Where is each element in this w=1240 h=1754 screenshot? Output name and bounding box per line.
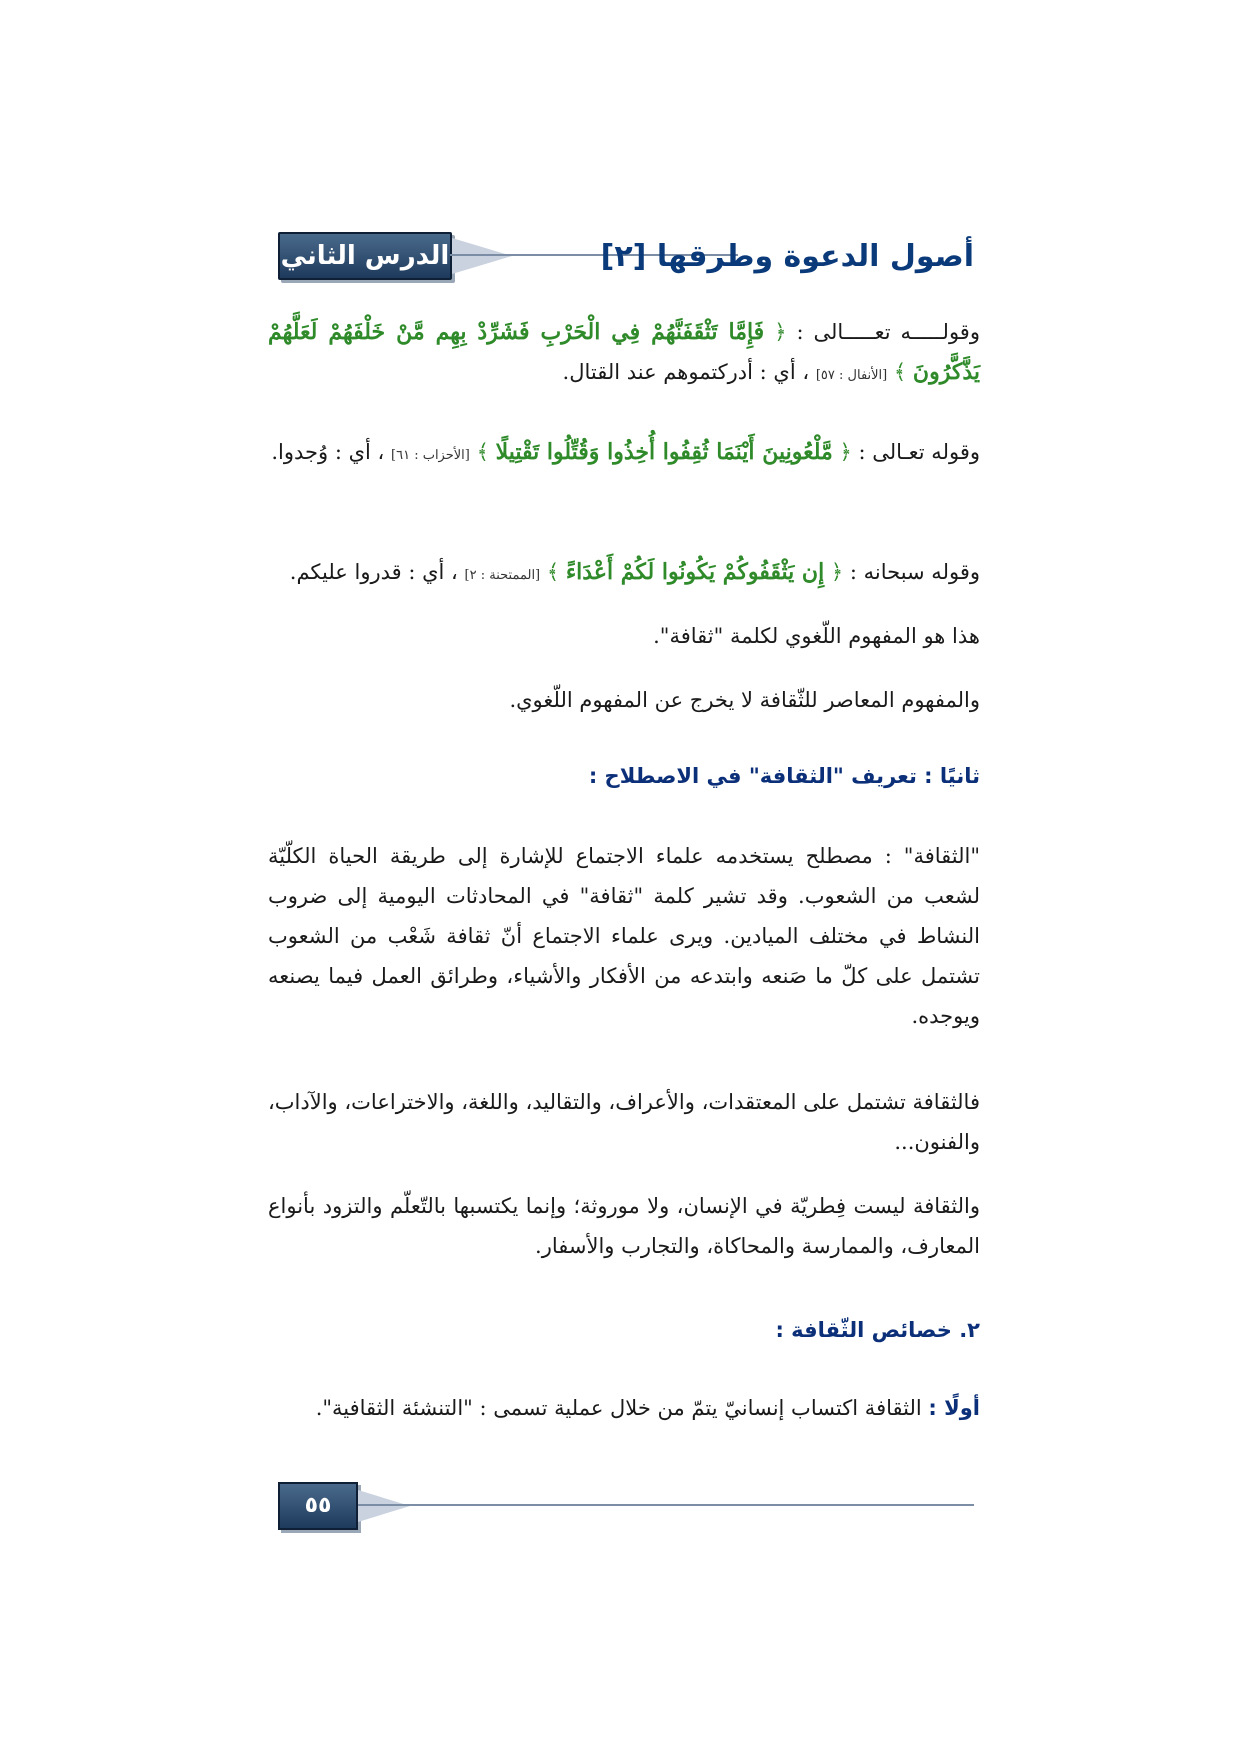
page-footer: [278, 1482, 974, 1532]
paragraph-lead: وقولـــــه تعـــــالى :: [796, 320, 980, 344]
item-text: الثقافة اكتساب إنسانيّ يتمّ من خلال عملية تسمى : "التنشئة الثقافية".: [315, 1396, 922, 1420]
ornate-bracket-open: ﴿: [839, 440, 852, 464]
footer-ornament: [358, 1490, 410, 1522]
paragraph-anfal: [268, 312, 980, 396]
quran-verse: فَإِمَّا تَثْقَفَنَّهُمْ فِي الْحَرْبِ فَشَرِّدْ بِهِم مَّنْ خَلْفَهُمْ لَعَلَّهُمْ يَذَّكَّرُونَ: [268, 319, 980, 385]
verse-reference: [الممتحنة : ٢]: [464, 568, 541, 583]
section-heading-definition: ثانيًا : تعريف "الثقافة" في الاصطلاح :: [588, 764, 980, 788]
paragraph-definition: "الثقافة" : مصطلح يستخدمه علماء الاجتماع للإشارة إلى طريقة الحياة الكلّيّة لشعب من الشعوب. وقد تشير كلمة "ثقافة" في المحادثات اليومية إلى ضروب النشاط في مختلف الميادين. ويرى علماء الاجتماع أنّ ثقافة شَعْب من الشعوب تشتمل على كلّ ما صَنعه وابتدعه من الأفكار والأشياء، وطرائق العمل فيما يصنعه ويوجده.: [268, 844, 980, 1028]
section-heading-characteristics: ٢. خصائص الثّقافة :: [775, 1318, 980, 1342]
paragraph-tail: ، أي : أدركتموهم عند القتال.: [562, 360, 810, 384]
lesson-badge: الدرس الثاني: [278, 232, 452, 280]
quran-verse: مَّلْعُونِينَ أَيْنَمَا ثُقِفُوا أُخِذُوا وَقُتِّلُوا تَقْتِيلًا: [495, 439, 833, 465]
ornate-bracket-close: ﴾: [893, 360, 907, 384]
page-number: ٥٥: [278, 1482, 358, 1530]
paragraph-tail: ، أي : قدروا عليكم.: [289, 560, 458, 584]
paragraph-mumtahana: [268, 552, 980, 596]
ornate-bracket-close: ﴾: [476, 440, 489, 464]
paragraph-acquisition: والثقافة ليست فِطريّة في الإنسان، ولا موروثة؛ وإنما يكتسبها بالتّعلّم والتزود بأنواع المعارف، والممارسة والمحاكاة، والتجارب والأسفار.: [268, 1194, 980, 1258]
running-header: [278, 232, 974, 282]
paragraph-linguistic-summary: هذا هو المفهوم اللّغوي لكلمة "ثقافة".: [653, 624, 980, 648]
ornate-bracket-close: ﴾: [546, 560, 560, 584]
verse-reference: [الأحزاب : ٦١]: [391, 448, 470, 463]
paragraph-first-characteristic: [268, 1388, 980, 1428]
footer-rule: [358, 1504, 974, 1506]
quran-verse: إِن يَثْقَفُوكُمْ يَكُونُوا لَكُمْ أَعْدَاءً: [565, 559, 825, 585]
book-title: أصول الدعوة وطرقها [٢]: [600, 239, 974, 274]
verse-reference: [الأنفال : ٥٧]: [815, 368, 888, 383]
paragraph-ahzab: [268, 432, 980, 476]
paragraph-tail: ، أي : وُجدوا.: [271, 440, 385, 464]
header-ornament: [452, 238, 512, 274]
ornate-bracket-open: ﴿: [830, 560, 844, 584]
paragraph-contemporary-meaning: والمفهوم المعاصر للثّقافة لا يخرج عن المفهوم اللّغوي.: [509, 688, 980, 712]
paragraph-components: فالثقافة تشتمل على المعتقدات، والأعراف، والتقاليد، واللغة، والاختراعات، والآداب، والفنون...: [268, 1090, 980, 1154]
paragraph-lead: وقوله سبحانه :: [849, 560, 980, 584]
paragraph-lead: وقوله تعـالى :: [858, 440, 980, 464]
item-lead: أولًا :: [928, 1396, 980, 1420]
ornate-bracket-open: ﴿: [774, 320, 787, 344]
